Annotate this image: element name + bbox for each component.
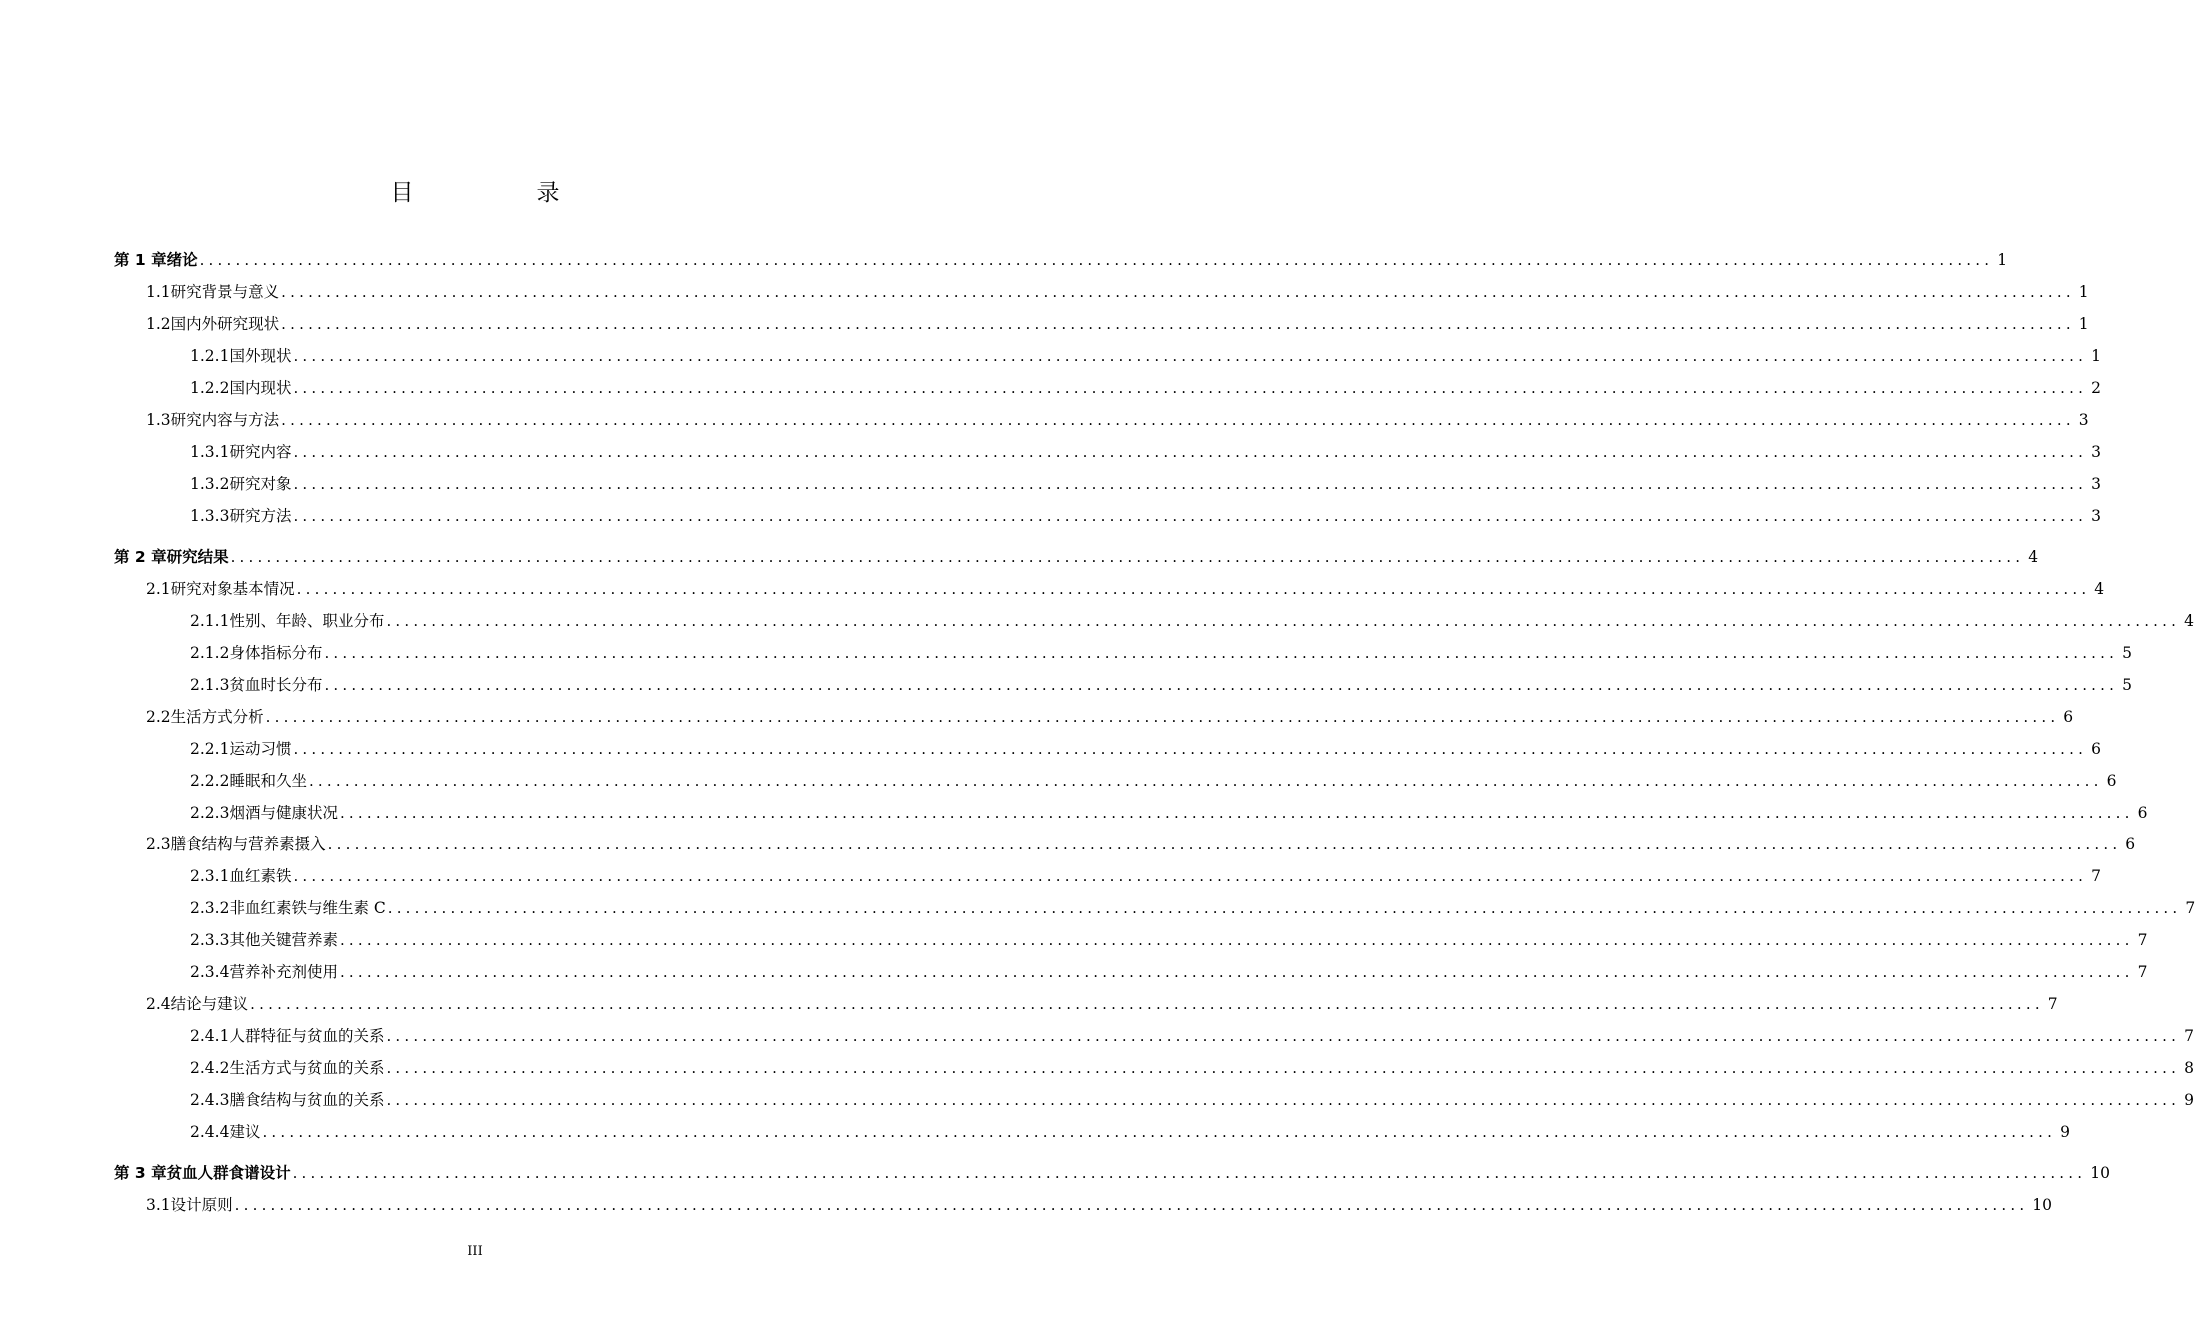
- dot-leader: ........................................................................................................................................................................................................: [293, 347, 2088, 365]
- toc-entry-page: 1: [2078, 283, 2089, 301]
- toc-entry-label: 研究内容: [229, 443, 292, 461]
- toc-entry-label: 国内外研究现状: [170, 315, 280, 333]
- toc-entry-label: 研究背景与意义: [170, 283, 280, 301]
- toc-entry-number: 2.4.3: [190, 1091, 230, 1109]
- page-number: III: [467, 1244, 483, 1259]
- toc-entry[interactable]: [0, 673, 2132, 697]
- toc-entry-page: 4: [2184, 612, 2194, 630]
- dot-leader: ........................................................................................................................................................................................................: [308, 772, 2103, 790]
- toc-entry-number: 2.1.2: [190, 644, 230, 662]
- toc-entry-page: 9: [2184, 1091, 2194, 1109]
- toc-entry[interactable]: [0, 1120, 2070, 1144]
- toc-entry-label: 国内现状: [229, 379, 292, 397]
- toc-entry-page: 4: [2094, 580, 2105, 598]
- dot-leader: ........................................................................................................................................................................................................: [293, 475, 2088, 493]
- toc-entry-number: 2.2: [146, 708, 171, 726]
- toc-entry-number: 1.2.1: [190, 347, 230, 365]
- dot-leader: ........................................................................................................................................................................................................: [339, 804, 2134, 822]
- toc-entry-label: 结论与建议: [170, 995, 249, 1013]
- toc-entry-page: 4: [2028, 548, 2039, 566]
- toc-entry[interactable]: [0, 641, 2132, 665]
- toc-entry[interactable]: [0, 545, 2039, 569]
- toc-entry[interactable]: [0, 376, 2101, 400]
- toc-entry-number: 2.4.2: [190, 1059, 230, 1077]
- dot-leader: ........................................................................................................................................................................................................: [339, 931, 2134, 949]
- toc-entry-page: 6: [2063, 708, 2074, 726]
- toc-entry[interactable]: [0, 344, 2101, 368]
- dot-leader: ........................................................................................................................................................................................................: [327, 835, 2122, 853]
- toc-entry-number: 2.3: [146, 835, 171, 853]
- toc-entry[interactable]: [0, 408, 2089, 432]
- toc-entry-label: 非血红素铁与维生素 C: [229, 899, 386, 917]
- dot-leader: ........................................................................................................................................................................................................: [296, 580, 2091, 598]
- toc-entry-label: 生活方式分析: [170, 708, 264, 726]
- dot-leader: ........................................................................................................................................................................................................: [386, 612, 2181, 630]
- toc-entry[interactable]: [0, 992, 2058, 1016]
- toc-entry-number: 2.4: [146, 995, 171, 1013]
- toc-entry-page: 7: [2185, 899, 2195, 917]
- toc-entry[interactable]: [0, 1088, 2194, 1112]
- toc-entry-number: 1.1: [146, 283, 171, 301]
- toc-entry-page: 3: [2091, 507, 2101, 525]
- toc-entry-page: 8: [2184, 1059, 2194, 1077]
- page-title: 目 录: [390, 180, 610, 206]
- toc-entry-label: 绪论: [166, 251, 198, 269]
- toc-entry-number: 2.1.3: [190, 676, 230, 694]
- dot-leader: ........................................................................................................................................................................................................: [386, 1027, 2181, 1045]
- toc-entry-label: 研究结果: [166, 548, 229, 566]
- toc-entry-label: 膳食结构与营养素摄入: [170, 835, 326, 853]
- dot-leader: ........................................................................................................................................................................................................: [281, 315, 2075, 333]
- toc-entry[interactable]: [0, 577, 2105, 601]
- toc-entry[interactable]: [0, 280, 2089, 304]
- dot-leader: ........................................................................................................................................................................................................: [293, 379, 2088, 397]
- toc-entry[interactable]: [0, 1193, 2053, 1217]
- toc-entry[interactable]: [0, 801, 2148, 825]
- dot-leader: ........................................................................................................................................................................................................: [293, 867, 2088, 885]
- toc-entry[interactable]: [0, 864, 2101, 888]
- toc-entry-number: 2.3.1: [190, 867, 230, 885]
- dot-leader: ........................................................................................................................................................................................................: [199, 251, 1994, 269]
- dot-leader: ........................................................................................................................................................................................................: [293, 740, 2088, 758]
- toc-entry-label: 研究对象: [229, 475, 292, 493]
- toc-entry-page: 1: [2078, 315, 2089, 333]
- toc-entry-number: 2.1.1: [190, 612, 230, 630]
- toc-entry-page: 2: [2091, 379, 2101, 397]
- toc-entry[interactable]: [0, 896, 2195, 920]
- dot-leader: ........................................................................................................................................................................................................: [324, 644, 2119, 662]
- toc-entry-page: 7: [2137, 931, 2148, 949]
- dot-leader: ........................................................................................................................................................................................................: [265, 708, 2060, 726]
- toc-entry-page: 6: [2125, 835, 2136, 853]
- toc-entry[interactable]: [0, 737, 2101, 761]
- toc-entry-page: 3: [2078, 411, 2089, 429]
- toc-entry[interactable]: [0, 248, 2008, 272]
- dot-leader: ........................................................................................................................................................................................................: [262, 1123, 2057, 1141]
- dot-leader: ........................................................................................................................................................................................................: [386, 1091, 2181, 1109]
- toc-entry-number: 2.2.3: [190, 804, 230, 822]
- toc-entry-number: 2.2.2: [190, 772, 230, 790]
- dot-leader: ........................................................................................................................................................................................................: [230, 548, 2025, 566]
- toc-entry-page: 10: [2032, 1196, 2053, 1214]
- toc-entry-page: 7: [2091, 867, 2101, 885]
- toc-entry[interactable]: [0, 832, 2136, 856]
- toc-entry-page: 7: [2047, 995, 2058, 1013]
- toc-entry-page: 3: [2091, 443, 2101, 461]
- dot-leader: ........................................................................................................................................................................................................: [293, 443, 2088, 461]
- toc-entry-number: 1.2: [146, 315, 171, 333]
- toc-entry-page: 9: [2060, 1123, 2070, 1141]
- dot-leader: ........................................................................................................................................................................................................: [234, 1196, 2029, 1214]
- dot-leader: ........................................................................................................................................................................................................: [292, 1164, 2087, 1182]
- toc-entry-number: 2.2.1: [190, 740, 230, 758]
- toc-entry-label: 运动习惯: [229, 740, 292, 758]
- toc-entry-page: 10: [2090, 1164, 2110, 1182]
- toc-entry[interactable]: [0, 504, 2101, 528]
- toc-entry-label: 性别、年龄、职业分布: [229, 612, 385, 630]
- toc-entry[interactable]: [0, 1161, 2110, 1185]
- toc-entry-label: 国外现状: [229, 347, 292, 365]
- toc-entry-label: 研究方法: [229, 507, 292, 525]
- toc-entry-page: 7: [2184, 1027, 2194, 1045]
- toc-entry-number: 1.3.3: [190, 507, 230, 525]
- toc-entry-label: 建议: [229, 1123, 261, 1141]
- toc-entry[interactable]: [0, 928, 2148, 952]
- toc-entry-number: 第 3 章: [114, 1164, 167, 1182]
- toc-entry-page: 7: [2137, 963, 2148, 981]
- toc-entry-label: 血红素铁: [229, 867, 292, 885]
- toc-entry-page: 6: [2106, 772, 2117, 790]
- toc-entry-number: 2.1: [146, 580, 171, 598]
- toc-entry-number: 2.4.1: [190, 1027, 230, 1045]
- toc-entry-number: 1.3.1: [190, 443, 230, 461]
- toc-entry-number: 1.3: [146, 411, 171, 429]
- toc-entry-page: 6: [2137, 804, 2148, 822]
- toc-entry-label: 营养补充剂使用: [229, 963, 338, 981]
- dot-leader: ........................................................................................................................................................................................................: [339, 963, 2134, 981]
- toc-entry-label: 贫血时长分布: [229, 676, 323, 694]
- toc-entry-label: 烟酒与健康状况: [229, 804, 338, 822]
- toc-entry[interactable]: [0, 960, 2148, 984]
- toc-entry-label: 研究内容与方法: [170, 411, 280, 429]
- toc-entry-label: 其他关键营养素: [229, 931, 338, 949]
- toc-entry[interactable]: [0, 1056, 2194, 1080]
- dot-leader: ........................................................................................................................................................................................................: [293, 507, 2088, 525]
- toc-entry[interactable]: [0, 1024, 2194, 1048]
- toc-entry-number: 2.3.3: [190, 931, 230, 949]
- toc-entry-page: 5: [2122, 644, 2132, 662]
- toc-entry-label: 身体指标分布: [229, 644, 323, 662]
- toc-entry-label: 人群特征与贫血的关系: [229, 1027, 385, 1045]
- toc-entry-number: 第 1 章: [114, 251, 167, 269]
- toc-entry[interactable]: [0, 769, 2117, 793]
- toc-entry[interactable]: [0, 440, 2101, 464]
- toc-entry-number: 2.3.4: [190, 963, 230, 981]
- toc-entry-label: 设计原则: [170, 1196, 233, 1214]
- dot-leader: ........................................................................................................................................................................................................: [281, 411, 2075, 429]
- toc-entry-number: 1.3.2: [190, 475, 230, 493]
- toc-entry-number: 第 2 章: [114, 548, 167, 566]
- toc-entry-page: 1: [2091, 347, 2101, 365]
- toc-entry[interactable]: [0, 705, 2074, 729]
- toc-entry[interactable]: [0, 609, 2194, 633]
- toc-entry-page: 6: [2091, 740, 2101, 758]
- toc-entry-label: 研究对象基本情况: [170, 580, 295, 598]
- toc-entry-number: 3.1: [146, 1196, 171, 1214]
- dot-leader: ........................................................................................................................................................................................................: [281, 283, 2075, 301]
- toc-entry-page: 5: [2122, 676, 2132, 694]
- dot-leader: ........................................................................................................................................................................................................: [250, 995, 2044, 1013]
- toc-entry-page: 3: [2091, 475, 2101, 493]
- dot-leader: ........................................................................................................................................................................................................: [387, 899, 2182, 917]
- toc-entry-label: 膳食结构与贫血的关系: [229, 1091, 385, 1109]
- dot-leader: ........................................................................................................................................................................................................: [324, 676, 2119, 694]
- toc-entry-label: 生活方式与贫血的关系: [229, 1059, 385, 1077]
- dot-leader: ........................................................................................................................................................................................................: [386, 1059, 2181, 1077]
- toc-entry-number: 2.4.4: [190, 1123, 230, 1141]
- toc-entry[interactable]: [0, 472, 2101, 496]
- toc-entry-number: 1.2.2: [190, 379, 230, 397]
- toc-entry[interactable]: [0, 312, 2089, 336]
- toc-entry-page: 1: [1997, 251, 2008, 269]
- toc-entry-label: 睡眠和久坐: [229, 772, 307, 790]
- toc-entry-number: 2.3.2: [190, 899, 230, 917]
- toc-entry-label: 贫血人群食谱设计: [166, 1164, 291, 1182]
